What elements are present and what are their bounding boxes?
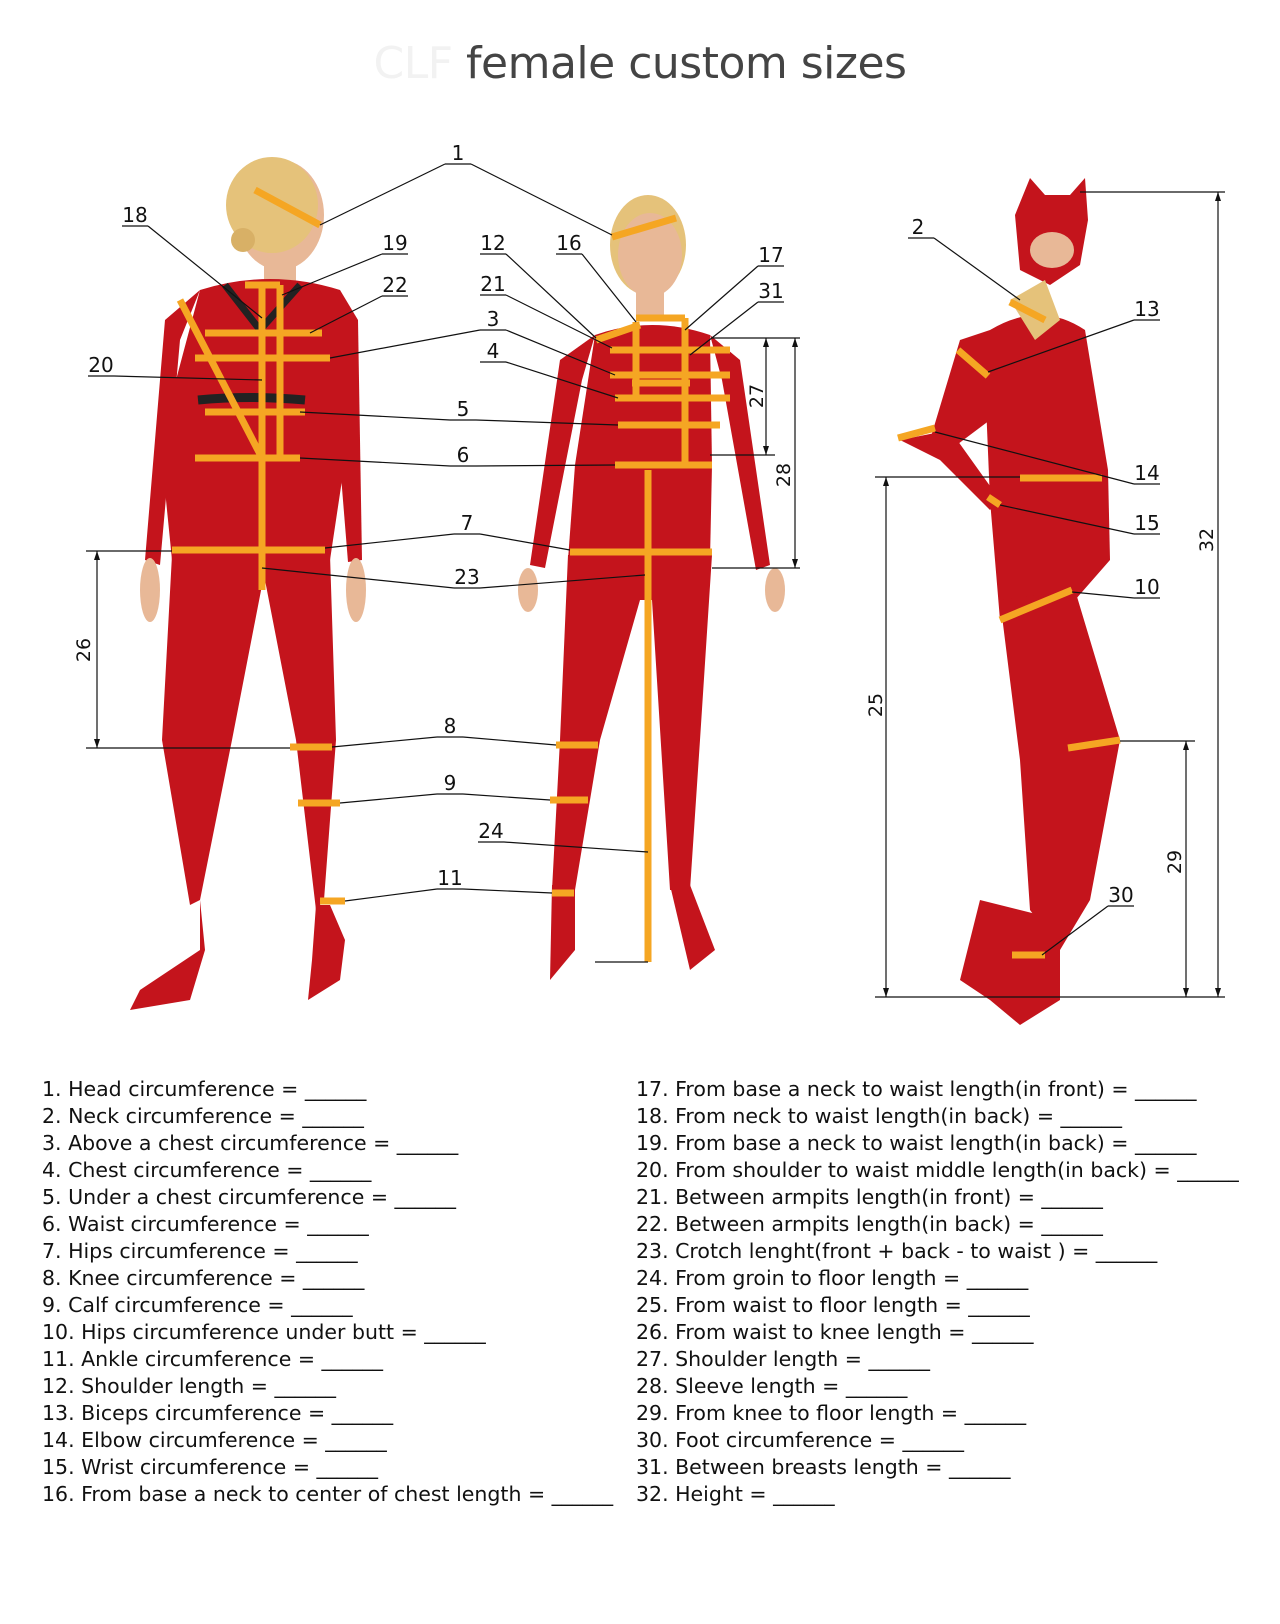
- title-main: female custom sizes: [466, 38, 907, 89]
- legend-item: 16. From base a neck to center of chest length = ______: [42, 1482, 614, 1506]
- legend-item: 19. From base a neck to waist length(in back) = ______: [636, 1131, 1197, 1155]
- label-17: 17: [758, 243, 784, 267]
- label-19: 19: [382, 231, 408, 255]
- legend-item: 6. Waist circumference = ______: [42, 1212, 369, 1236]
- legend-item: 30. Foot circumference = ______: [636, 1428, 964, 1452]
- label-18: 18: [122, 203, 148, 227]
- label-22: 22: [382, 273, 408, 297]
- label-7: 7: [460, 511, 474, 535]
- legend-item: 23. Crotch lenght(front + back - to waist ) = ______: [636, 1239, 1158, 1263]
- measurement-legend-right: [636, 1076, 1239, 1508]
- label-27: 27: [746, 383, 768, 409]
- label-3: 3: [486, 307, 500, 331]
- legend-item: 20. From shoulder to waist middle length(in back) = ______: [636, 1158, 1239, 1182]
- label-23: 23: [454, 565, 480, 589]
- legend-item: 18. From neck to waist length(in back) = ______: [636, 1104, 1123, 1128]
- legend-item: 7. Hips circumference = ______: [42, 1239, 358, 1263]
- label-5: 5: [456, 397, 470, 421]
- label-11: 11: [437, 866, 463, 890]
- label-15: 15: [1134, 511, 1160, 535]
- label-29: 29: [1164, 849, 1186, 875]
- legend-item: 14. Elbow circumference = ______: [42, 1428, 387, 1452]
- legend-item: 5. Under a chest circumference = ______: [42, 1185, 457, 1209]
- label-31: 31: [758, 279, 784, 303]
- legend-item: 10. Hips circumference under butt = ______: [42, 1320, 486, 1344]
- legend-item: 4. Chest circumference = ______: [42, 1158, 372, 1182]
- label-14: 14: [1134, 461, 1160, 485]
- legend-item: 21. Between armpits length(in front) = ______: [636, 1185, 1103, 1209]
- label-28: 28: [773, 462, 795, 488]
- legend-item: 26. From waist to knee length = ______: [636, 1320, 1034, 1344]
- label-2: 2: [911, 215, 925, 239]
- side-view-figure: [898, 178, 1120, 1025]
- label-9: 9: [443, 771, 457, 795]
- label-13: 13: [1134, 297, 1160, 321]
- legend-item: 28. Sleeve length = ______: [636, 1374, 908, 1398]
- legend-item: 32. Height = ______: [636, 1482, 835, 1506]
- label-30: 30: [1108, 883, 1134, 907]
- legend-item: 13. Biceps circumference = ______: [42, 1401, 394, 1425]
- legend-item: 29. From knee to floor length = ______: [636, 1401, 1027, 1425]
- label-10: 10: [1134, 575, 1160, 599]
- legend-item: 17. From base a neck to waist length(in front) = ______: [636, 1077, 1197, 1101]
- legend-item: 24. From groin to floor length = ______: [636, 1266, 1029, 1290]
- legend-item: 12. Shoulder length = ______: [42, 1374, 336, 1398]
- legend-item: 15. Wrist circumference = ______: [42, 1455, 379, 1479]
- legend-item: 1. Head circumference = ______: [42, 1077, 367, 1101]
- cat-mask: [1015, 178, 1088, 285]
- title-prefix: CLF: [373, 38, 453, 89]
- label-21: 21: [480, 272, 506, 296]
- legend-item: 22. Between armpits length(in back) = ______: [636, 1212, 1103, 1236]
- label-6: 6: [456, 443, 470, 467]
- legend-item: 25. From waist to floor length = ______: [636, 1293, 1030, 1317]
- legend-item: 27. Shoulder length = ______: [636, 1347, 930, 1371]
- label-26: 26: [73, 637, 95, 663]
- back-view-figure: [130, 157, 366, 1010]
- legend-item: 31. Between breasts length = ______: [636, 1455, 1011, 1479]
- legend-item: 3. Above a chest circumference = ______: [42, 1131, 459, 1155]
- label-20: 20: [88, 353, 114, 377]
- legend-item: 9. Calf circumference = ______: [42, 1293, 353, 1317]
- legend-item: 2. Neck circumference = ______: [42, 1104, 364, 1128]
- label-16: 16: [556, 231, 582, 255]
- label-8: 8: [443, 714, 457, 738]
- label-24: 24: [478, 819, 504, 843]
- label-25: 25: [865, 692, 887, 718]
- label-1: 1: [451, 141, 465, 165]
- label-12: 12: [480, 231, 506, 255]
- measurement-legend-left: [42, 1076, 613, 1508]
- label-32: 32: [1196, 527, 1218, 553]
- legend-item: 8. Knee circumference = ______: [42, 1266, 365, 1290]
- legend-item: 11. Ankle circumference = ______: [42, 1347, 384, 1371]
- label-4: 4: [486, 339, 500, 363]
